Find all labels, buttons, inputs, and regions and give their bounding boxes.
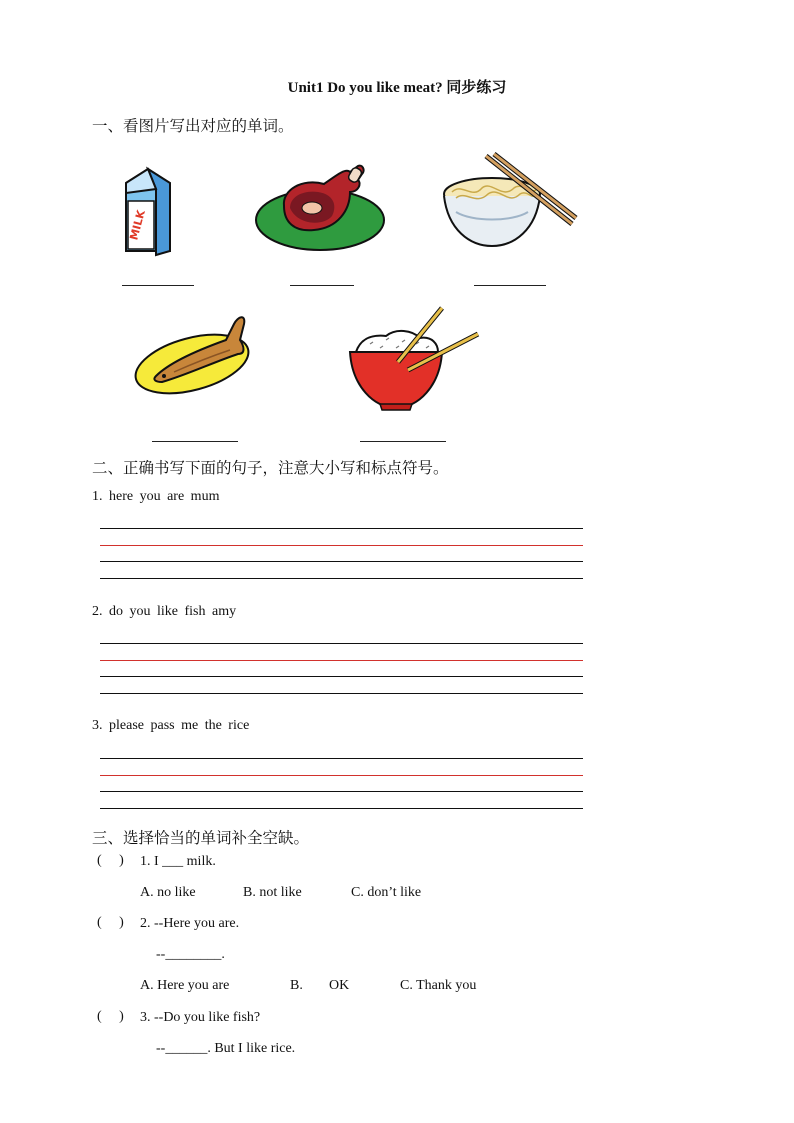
answer-parentheses-1[interactable]: ( ) (97, 853, 124, 868)
guide-line-red (100, 545, 583, 546)
answer-blank-1[interactable] (122, 285, 194, 286)
writing-lines-3[interactable] (100, 758, 583, 808)
q1-option-c: C. don’t like (351, 885, 422, 900)
section-3-heading: 三、选择恰当的单词补全空缺。 (92, 829, 310, 847)
rice-bowl-icon (346, 304, 482, 412)
answer-blank-3[interactable] (474, 285, 546, 286)
q1-option-b: B. not like (243, 885, 302, 900)
guide-line (100, 791, 583, 792)
guide-line (100, 528, 583, 529)
sentence-3: 3. please pass me the rice (92, 718, 250, 733)
question-1-stem: 1. I ___ milk. (140, 854, 216, 869)
section-2-heading: 二、正确书写下面的句子，注意大小写和标点符号。 (92, 459, 449, 477)
guide-line (100, 693, 583, 694)
writing-lines-1[interactable] (100, 528, 583, 578)
answer-blank-2[interactable] (290, 285, 354, 286)
q2-option-b-letter: B. (290, 978, 303, 993)
milk-carton-label: MILK (127, 208, 148, 242)
answer-blank-4[interactable] (152, 441, 238, 442)
sentence-2: 2. do you like fish amy (92, 604, 237, 619)
milk-carton-icon (118, 163, 178, 259)
question-3-reply: --______. But I like rice. (156, 1041, 296, 1056)
guide-line-red (100, 775, 583, 776)
writing-lines-2[interactable] (100, 643, 583, 693)
guide-line (100, 578, 583, 579)
guide-line-red (100, 660, 583, 661)
q2-option-c: C. Thank you (400, 978, 477, 993)
meat-icon (254, 162, 390, 256)
question-2-stem: 2. --Here you are. (140, 916, 240, 931)
guide-line (100, 643, 583, 644)
section-1-heading: 一、看图片写出对应的单词。 (92, 117, 294, 135)
noodles-bowl-icon (442, 152, 580, 250)
answer-parentheses-3[interactable]: ( ) (97, 1009, 124, 1024)
q2-option-a: A. Here you are (140, 978, 230, 993)
question-2-reply: --________. (156, 947, 225, 962)
guide-line (100, 561, 583, 562)
guide-line (100, 758, 583, 759)
guide-line (100, 676, 583, 677)
q2-option-b-text: OK (329, 978, 350, 993)
question-3-stem: 3. --Do you like fish? (140, 1010, 261, 1025)
sentence-1: 1. here you are mum (92, 489, 220, 504)
guide-line (100, 808, 583, 809)
q1-option-a: A. no like (140, 885, 196, 900)
fish-plate-icon (134, 310, 254, 402)
answer-blank-5[interactable] (360, 441, 446, 442)
worksheet-title: Unit1 Do you like meat? 同步练习 (287, 80, 507, 96)
answer-parentheses-2[interactable]: ( ) (97, 915, 124, 930)
